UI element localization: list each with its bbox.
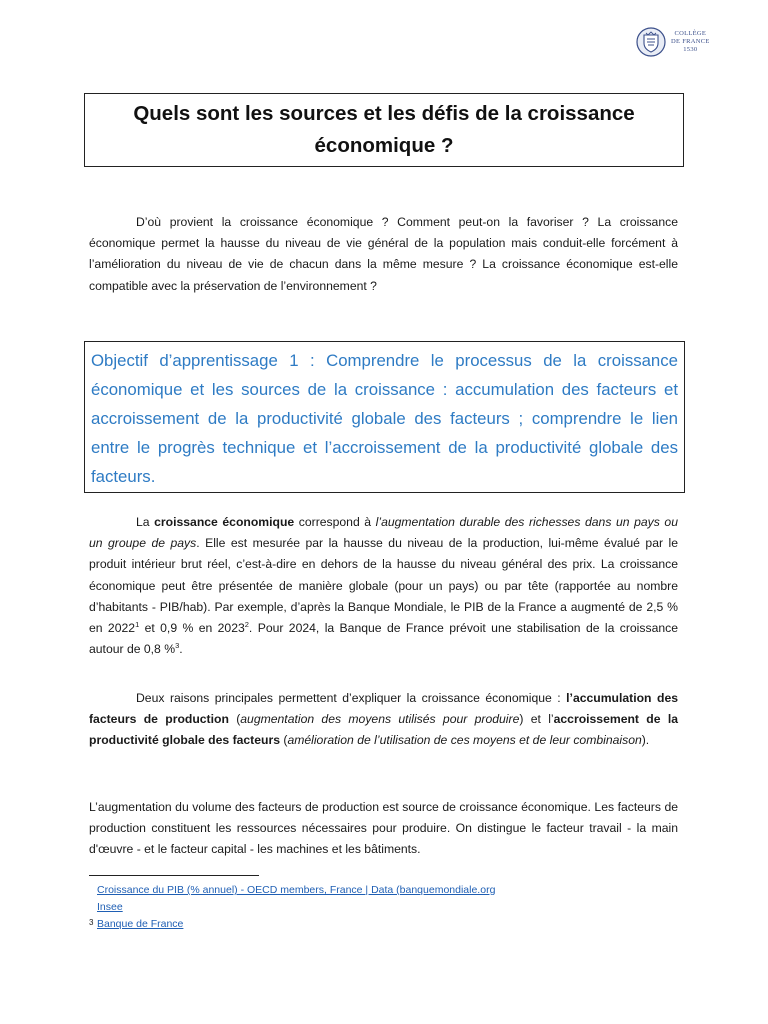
text-run: ( <box>228 712 241 727</box>
title-box <box>84 93 684 167</box>
footnote-ref-1[interactable]: 1 <box>135 620 140 630</box>
text-run: ) et l’ <box>519 712 554 727</box>
footnote-link-worldbank[interactable]: Croissance du PIB (% annuel) - OECD members, France | Data (banquemondiale.org <box>97 884 496 896</box>
footnote-divider <box>89 875 259 876</box>
objective-box <box>84 341 685 493</box>
footnotes <box>89 882 689 933</box>
crest-icon <box>636 27 666 57</box>
objective-text: Objectif d’apprentissage 1 : Comprendre le processus de la croissance économique et les sources de la croissance : accumulation des facteurs et accroissement de la productivité globale des facteurs ; comprendre le lien entre le progrès technique et l’accroissement de la productivité globale des facteurs. <box>91 351 678 486</box>
logo-line-1: COLLÈGE <box>674 30 707 37</box>
footnote-3 <box>89 915 689 933</box>
italic-text: augmentation des moyens utilisés pour produire <box>240 712 520 727</box>
text-run: Deux raisons principales permettent d’expliquer la croissance économique : <box>136 691 567 705</box>
footnote-2 <box>89 899 689 916</box>
logo-wordmark <box>671 30 710 54</box>
footnote-link-insee[interactable]: Insee <box>97 900 123 913</box>
footnote-marker: 3 <box>89 918 94 927</box>
logo-line-3: 1530 <box>683 46 698 53</box>
text-run: ( <box>279 733 288 748</box>
italic-definition: l’augmentation durable des richesses dans un pays ou un groupe de pays <box>89 515 678 551</box>
footnote-ref-3[interactable]: 3 <box>175 641 180 651</box>
factors-paragraph: L’augmentation du volume des facteurs de production est source de croissance économique. Les facteurs de production constituent les ressources nécessaires pour produire. On distingue le facteur travail - la main d'œuvre - et le facteur capital - les machines et les bâtiments. <box>89 800 678 857</box>
text-run: La <box>136 515 155 529</box>
definition-paragraph <box>89 512 678 660</box>
text-run: ). <box>641 733 650 748</box>
bold-term: accroissement de la productivité globale des facteurs <box>89 712 678 748</box>
italic-text: amélioration de l’utilisation de ces moyens et de leur combinaison <box>287 733 642 748</box>
footnote-link-banque-de-france[interactable]: Banque de France <box>97 918 184 930</box>
text-run: correspond à <box>294 515 376 529</box>
text-run: . Pour 2024, la Banque de France prévoit une stabilisation de la croissance autour de 0,8 % <box>89 621 678 657</box>
page-title: Quels sont les sources et les défis de la croissance économique ? <box>133 102 635 157</box>
intro-paragraph: D’où provient la croissance économique ? Comment peut-on la favoriser ? La croissance économique permet la hausse du niveau de vie général de la population mais conduit-elle forcément à l’amélioration du niveau de vie de chacun dans la même mesure ? La croissance économique est-elle compatible avec la préservation de l’environnement ? <box>89 215 678 293</box>
footnote-1 <box>89 882 689 899</box>
footnote-ref-2[interactable]: 2 <box>244 620 249 630</box>
reasons-paragraph <box>89 688 678 752</box>
text-run: et 0,9 % en 2023 <box>139 621 245 636</box>
bold-term: croissance économique <box>154 515 295 529</box>
logo-line-2: DE FRANCE <box>671 38 710 45</box>
bold-term: l’accumulation des facteurs de production <box>89 691 678 727</box>
text-run: . Elle est mesurée par la hausse du niveau de la production, lui-même évalué par le produit intérieur brut réel, c’est-à-dire en dehors de la hausse du niveau général des prix. La croissance économique peut être présentée de manière globale (pour un pays) ou par tête (rapportée au nombre d’habitants - PIB/hab). Par exemple, d’après la Banque Mondiale, le PIB de la France a augmenté de 2,5 % en 2022 <box>89 536 678 636</box>
college-de-france-logo <box>636 26 740 58</box>
text-run: . <box>179 642 183 657</box>
